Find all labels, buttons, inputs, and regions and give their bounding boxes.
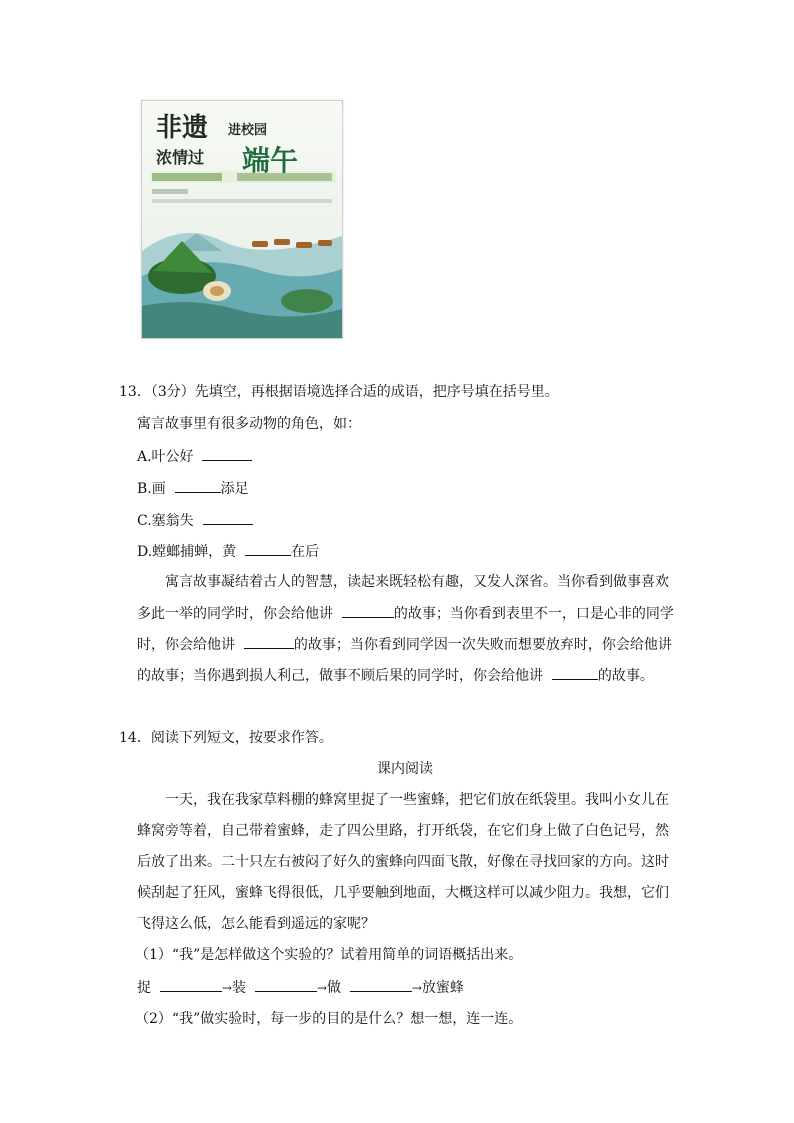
poster-title-line2: 浓情过 xyxy=(156,148,205,167)
q13-option-b-pre: B.画 xyxy=(137,481,166,497)
q13-option-d-blank[interactable] xyxy=(245,541,291,556)
q13-paragraph-line-4 xyxy=(137,665,654,686)
q13-option-a-text: A.叶公好 xyxy=(137,449,194,465)
q13-option-d-post: 在后 xyxy=(291,544,320,560)
q14-sub-question-2: （2）“我”做实验时，每一步的目的是什么？想一想，连一连。 xyxy=(135,1011,523,1027)
poster-title-small: 进校园 xyxy=(228,123,268,138)
chain-step-4: 放蜜蜂 xyxy=(421,980,464,996)
q13-blank-3[interactable] xyxy=(552,665,598,680)
q13-option-d-pre: D.螳螂捕蝉，黄 xyxy=(137,544,237,560)
q13-stem: 13．（3分）先填空，再根据语境选择合适的成语，把序号填在括号里。 xyxy=(119,384,559,400)
arrow-icon: → xyxy=(411,981,422,995)
q13-p2-text-a: 多此一举的同学时，你会给他讲 xyxy=(137,606,333,622)
q13-blank-2[interactable] xyxy=(244,634,294,649)
q13-p3-text-a: 时，你会给他讲 xyxy=(137,637,235,653)
q13-option-a-blank[interactable] xyxy=(202,446,252,461)
q14-passage-line-3: 后放了出来。二十只左右被闷了好久的蜜蜂向四面飞散，好像在寻找回家的方向。这时 xyxy=(137,854,669,870)
q13-option-c-blank[interactable] xyxy=(203,510,253,525)
q13-paragraph-line-2 xyxy=(137,603,674,624)
q14-passage-line-1: 一天，我在我家草料棚的蜂窝里捉了一些蜜蜂，把它们放在纸袋里。我叫小女儿在 xyxy=(165,792,669,808)
chain-blank-3[interactable] xyxy=(350,977,412,992)
poster-title-big: 端午 xyxy=(242,144,299,177)
q13-paragraph-line-1: 寓言故事凝结着古人的智慧，读起来既轻松有趣，又发人深省。当你看到做事喜欢 xyxy=(165,574,669,590)
q14-sub-question-1: （1）“我”是怎样做这个实验的？试着用简单的词语概括出来。 xyxy=(135,947,523,963)
q13-p4-text-a: 的故事；当你遇到损人利己，做事不顾后果的同学时，你会给他讲 xyxy=(137,668,543,684)
q13-p3-text-b: 的故事；当你看到同学因一次失败而想要放弃时，你会给他讲 xyxy=(293,637,672,653)
q13-p2-text-b: 的故事；当你看到表里不一，口是心非的同学 xyxy=(393,606,674,622)
q14-passage-line-2: 蜂窝旁等着，自己带着蜜蜂，走了四公里路，打开纸袋，在它们身上做了白色记号，然 xyxy=(137,823,669,839)
q14-chain xyxy=(137,977,464,998)
chain-step-3: 做 xyxy=(326,980,341,996)
chain-blank-1[interactable] xyxy=(160,977,222,992)
q13-option-c-text: C.塞翁失 xyxy=(137,513,194,529)
q13-option-b-blank[interactable] xyxy=(175,478,221,493)
poster-title-main: 非遗 xyxy=(156,113,209,143)
q14-stem: 14．阅读下列短文，按要求作答。 xyxy=(119,730,333,746)
chain-step-1: 捉 xyxy=(137,980,151,996)
q14-passage-line-4: 候刮起了狂风，蜜蜂飞得很低，几乎要触到地面，大概这样可以减少阻力。我想，它们 xyxy=(137,885,669,901)
arrow-icon: → xyxy=(316,981,327,995)
q13-paragraph-line-3 xyxy=(137,634,672,655)
q13-p4-text-b: 的故事。 xyxy=(597,668,654,684)
arrow-icon: → xyxy=(221,981,232,995)
q13-option-c xyxy=(137,510,253,531)
q13-option-a xyxy=(137,446,252,467)
q13-option-b xyxy=(137,478,249,499)
chain-blank-2[interactable] xyxy=(255,977,317,992)
q13-intro: 寓言故事里有很多动物的角色，如： xyxy=(137,416,361,432)
q14-passage-line-5: 飞得这么低，怎么能看到遥远的家呢？ xyxy=(137,916,375,932)
q13-blank-1[interactable] xyxy=(342,603,394,618)
q14-heading: 课内阅读 xyxy=(377,761,433,777)
poster-image xyxy=(141,100,343,339)
chain-step-2: 装 xyxy=(231,980,246,996)
q13-option-b-post: 添足 xyxy=(220,481,249,497)
q13-option-d xyxy=(137,541,319,562)
